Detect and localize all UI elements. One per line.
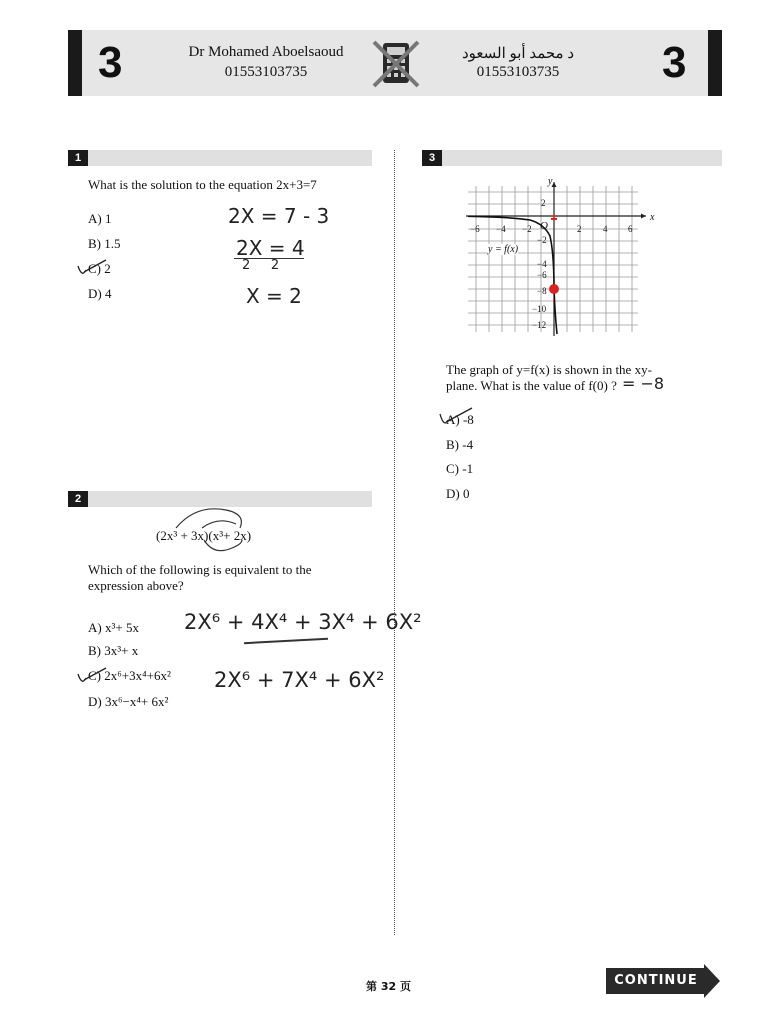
continue-arrow-icon xyxy=(704,964,722,998)
q3-section-bar xyxy=(422,150,722,166)
q2-work-line2: 2X⁶ + 7X⁴ + 6X² xyxy=(214,668,385,692)
q2-question-line2: expression above? xyxy=(88,578,184,593)
q2-checkmark xyxy=(76,664,110,688)
q3-graph xyxy=(460,174,660,340)
q3-axis-y-label: y xyxy=(548,176,553,187)
q3-x-tick-n2: −2 xyxy=(522,224,532,234)
crossed-calculator-icon xyxy=(370,38,422,90)
q3-y-tick-n4: −4 xyxy=(537,259,547,269)
q1-number: 1 xyxy=(68,150,88,166)
q3-x-tick-n4: −4 xyxy=(496,224,506,234)
q3-y-tick-n2: −2 xyxy=(537,235,547,245)
q1-choice-a: A) 1 xyxy=(88,211,112,226)
q3-axis-x-label: x xyxy=(650,212,655,223)
column-divider xyxy=(394,150,395,935)
continue-button[interactable]: CONTINUE xyxy=(606,968,706,994)
q3-choice-a: A) -8 xyxy=(446,412,474,427)
q3-x-tick-2: 2 xyxy=(577,224,582,234)
q3-point-f0 xyxy=(549,284,559,294)
q1-checkmark xyxy=(76,256,110,280)
q3-y-tick-n10: −10 xyxy=(532,304,547,314)
header-number-left: 3 xyxy=(98,38,123,87)
header-bar-right xyxy=(708,30,722,96)
q3-question-line2: plane. What is the value of f(0) ? xyxy=(446,378,617,393)
q2-choice-d: D) 3x⁶−x⁴+ 6x² xyxy=(88,694,169,709)
q1-work-line2: 2X = 4 xyxy=(236,236,305,260)
q1-question: What is the solution to the equation 2x+3=7 xyxy=(88,177,317,192)
q2-work-underline xyxy=(244,638,328,644)
q3-question-line1: The graph of y=f(x) is shown in the xy- xyxy=(446,362,652,377)
q1-choice-b: B) 1.5 xyxy=(88,236,121,251)
q2-choice-b: B) 3x³+ x xyxy=(88,643,139,658)
q1-work-denominators: 2 2 xyxy=(242,258,280,273)
author-name-ar: د محمد أبو السعود xyxy=(461,46,575,62)
q3-y-tick-n12: −12 xyxy=(532,320,547,330)
q2-work-line1: 2X⁶ + 4X⁴ + 3X⁴ + 6X² xyxy=(184,610,422,634)
q3-x-tick-4: 4 xyxy=(603,224,608,234)
q3-choice-d: D) 0 xyxy=(446,486,470,501)
page-number: 第 32 页 xyxy=(366,980,411,993)
header-bar-left xyxy=(68,30,82,96)
q2-question-line1: Which of the following is equivalent to the xyxy=(88,562,312,577)
q3-choice-c: C) -1 xyxy=(446,461,474,476)
q2-choice-a: A) x³+ 5x xyxy=(88,620,139,635)
q2-choice-c: C) 2x⁶+3x⁴+6x² xyxy=(88,668,171,683)
q1-work-line3: X = 2 xyxy=(246,284,302,308)
q3-work: = −8 xyxy=(622,374,665,393)
author-phone-left: 01553103735 xyxy=(224,64,308,80)
q3-x-tick-6: 6 xyxy=(628,224,633,234)
q1-work-line1: 2X = 7 - 3 xyxy=(228,204,330,228)
q3-number: 3 xyxy=(422,150,442,166)
q3-y-tick-n6: −6 xyxy=(537,270,547,280)
q1-choice-d: D) 4 xyxy=(88,286,112,301)
q3-curve-label: y = f(x) xyxy=(488,244,519,255)
q2-number: 2 xyxy=(68,491,88,507)
q3-y-tick-2: 2 xyxy=(541,198,546,208)
q2-expression: (2x³ + 3x)(x³+ 2x) xyxy=(156,528,252,543)
header-number-right: 3 xyxy=(662,38,687,87)
author-phone-right: 01553103735 xyxy=(476,64,560,80)
q3-choice-b: B) -4 xyxy=(446,437,474,452)
q3-y-tick-n8: −8 xyxy=(537,286,547,296)
q3-checkmark xyxy=(436,404,476,430)
q3-x-tick-n6: −6 xyxy=(470,224,480,234)
q3-origin-label: O xyxy=(540,220,548,232)
q1-section-bar xyxy=(68,150,372,166)
q1-choice-c: C) 2 xyxy=(88,261,111,276)
author-name-en: Dr Mohamed Aboelsaoud xyxy=(188,44,344,60)
